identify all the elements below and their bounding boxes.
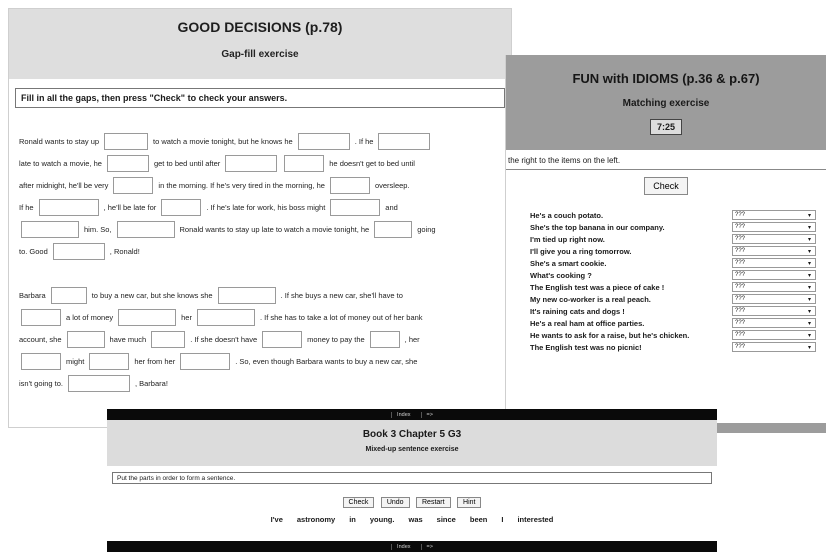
dropdown-arrow-icon: ▾ (807, 332, 811, 339)
mixed-title: Book 3 Chapter 5 G3 (362, 429, 462, 440)
text: late to watch a movie, he (19, 158, 102, 168)
idiom-text: He's a couch potato. (530, 210, 604, 220)
text: get to bed until after (153, 158, 221, 168)
gapfill-text (9, 130, 511, 394)
text: after midnight, he'll be very (19, 180, 109, 190)
text: money to pay the (307, 334, 365, 344)
gapfill-subtitle: Gap-fill exercise (221, 49, 299, 60)
answer-select[interactable] (732, 294, 816, 304)
idiom-row (530, 281, 826, 293)
text: . If he (354, 136, 374, 146)
timer-display: 7:25 (650, 119, 682, 135)
top-nav (107, 409, 717, 420)
paragraph-ronald (19, 130, 501, 262)
text: to watch a movie tonight, but he knows he (153, 136, 293, 146)
text: have much (109, 334, 147, 344)
gap-input[interactable] (67, 331, 105, 348)
answer-select[interactable] (732, 270, 816, 280)
idiom-row (530, 209, 826, 221)
gap-input[interactable] (262, 331, 302, 348)
text: he doesn't get to bed until (329, 158, 415, 168)
answer-select[interactable] (732, 210, 816, 220)
dropdown-arrow-icon: ▾ (807, 344, 811, 351)
text: to buy a new car, but she knows she (91, 290, 213, 300)
gapfill-title: GOOD DECISIONS (p.78) (177, 19, 343, 35)
word-list (107, 515, 717, 524)
word-chip[interactable]: interested (517, 515, 554, 524)
answer-select-value: ??? (735, 224, 746, 230)
idiom-text: He's a real ham at office parties. (530, 318, 645, 328)
answer-select[interactable] (732, 330, 816, 340)
dropdown-arrow-icon: ▾ (807, 260, 811, 267)
dropdown-arrow-icon: ▾ (807, 248, 811, 255)
idioms-instructions: the right to the items on the left. (506, 150, 826, 170)
idiom-text: It's raining cats and dogs ! (530, 306, 625, 316)
gapfill-instructions: Fill in all the gaps, then press "Check" to check your answers. (15, 88, 505, 108)
dropdown-arrow-icon: ▾ (807, 224, 811, 231)
answer-select-value: ??? (735, 272, 746, 278)
next-link[interactable]: => (421, 412, 433, 418)
idiom-text: The English test was a piece of cake ! (530, 282, 665, 292)
text: , he'll be late for (103, 202, 157, 212)
gap-input[interactable] (107, 155, 149, 172)
gapfill-window (8, 8, 512, 428)
gap-input[interactable] (225, 155, 277, 172)
word-chip[interactable]: I've (270, 515, 283, 524)
text: . So, even though Barbara wants to buy a new car, she (235, 356, 418, 366)
word-chip[interactable]: young. (369, 515, 395, 524)
text: If he (19, 202, 34, 212)
text: going (417, 224, 436, 234)
text: . If she buys a new car, she'll have to (280, 290, 403, 300)
idiom-row (530, 245, 826, 257)
idiom-row (530, 233, 826, 245)
idiom-row (530, 269, 826, 281)
undo-button[interactable]: Undo (381, 497, 410, 508)
text: Ronald wants to stay up late to watch a movie tonight, he (179, 224, 370, 234)
text: him. So, (84, 224, 112, 234)
idiom-row (530, 257, 826, 269)
gap-input[interactable] (53, 243, 105, 260)
gap-input[interactable] (161, 199, 201, 216)
text: a lot of money (66, 312, 114, 322)
gap-input[interactable] (218, 287, 276, 304)
gap-input[interactable] (104, 133, 148, 150)
text: and (385, 202, 398, 212)
bottom-nav (107, 541, 717, 552)
next-link[interactable]: => (421, 544, 433, 550)
text: . If she doesn't have (190, 334, 258, 344)
check-button[interactable]: Check (644, 177, 688, 195)
idioms-window (505, 55, 826, 433)
answer-select-value: ??? (735, 212, 746, 218)
text: . If he's late for work, his boss might (206, 202, 326, 212)
answer-select[interactable] (732, 258, 816, 268)
word-chip[interactable]: since (436, 515, 456, 524)
mixed-header (107, 420, 717, 466)
dropdown-arrow-icon: ▾ (807, 296, 811, 303)
gap-input[interactable] (113, 177, 153, 194)
dropdown-arrow-icon: ▾ (807, 308, 811, 315)
idiom-text: I'm tied up right now. (530, 234, 605, 244)
answer-select[interactable] (732, 342, 816, 352)
idiom-row (530, 293, 826, 305)
idiom-text: The English test was no picnic! (530, 342, 642, 352)
idiom-text: What's cooking ? (530, 270, 592, 280)
idiom-row (530, 221, 826, 233)
gap-input[interactable] (51, 287, 87, 304)
idioms-title: FUN with IDIOMS (p.36 & p.67) (572, 71, 760, 86)
text: account, she (19, 334, 62, 344)
text: oversleep. (374, 180, 410, 190)
idioms-subtitle: Matching exercise (622, 98, 710, 109)
text: , her (404, 334, 420, 344)
text: might (66, 356, 85, 366)
answer-select[interactable] (732, 246, 816, 256)
gap-input[interactable] (89, 353, 129, 370)
gap-input[interactable] (68, 375, 130, 392)
text: Ronald wants to stay up (19, 136, 100, 146)
check-button[interactable]: Check (343, 497, 375, 508)
idiom-text: She's a smart cookie. (530, 258, 607, 268)
idiom-row (530, 317, 826, 329)
gap-input[interactable] (370, 331, 400, 348)
mixed-instructions: Put the parts in order to form a sentence. (112, 472, 712, 484)
answer-select[interactable] (732, 282, 816, 292)
text: in the morning. If he's very tired in the morning, he (158, 180, 325, 190)
gapfill-header (9, 9, 511, 79)
gap-input[interactable] (378, 133, 430, 150)
dropdown-arrow-icon: ▾ (807, 236, 811, 243)
text: Barbara (19, 290, 46, 300)
idiom-text: My new co-worker is a real peach. (530, 294, 651, 304)
answer-select-value: ??? (735, 248, 746, 254)
answer-select[interactable] (732, 306, 816, 316)
answer-select-value: ??? (735, 320, 746, 326)
text: . If she has to take a lot of money out of her bank (259, 312, 423, 322)
answer-select[interactable] (732, 234, 816, 244)
text: her (181, 312, 192, 322)
mixed-buttons (107, 491, 717, 509)
gap-input[interactable] (330, 199, 380, 216)
hint-button[interactable]: Hint (457, 497, 481, 508)
dropdown-arrow-icon: ▾ (807, 272, 811, 279)
idiom-row (530, 305, 826, 317)
answer-select-value: ??? (735, 260, 746, 266)
word-chip[interactable]: I (501, 515, 504, 524)
word-chip[interactable]: in (349, 515, 356, 524)
answer-select-value: ??? (735, 344, 746, 350)
text: , Barbara! (134, 378, 168, 388)
gap-input[interactable] (180, 353, 230, 370)
word-chip[interactable]: been (469, 515, 488, 524)
word-chip[interactable]: astronomy (296, 515, 336, 524)
gap-input[interactable] (298, 133, 350, 150)
gap-input[interactable] (117, 221, 175, 238)
idiom-text: I'll give you a ring tomorrow. (530, 246, 632, 256)
gap-input[interactable] (21, 353, 61, 370)
gap-input[interactable] (118, 309, 176, 326)
gap-input[interactable] (374, 221, 412, 238)
gap-input[interactable] (197, 309, 255, 326)
idiom-text: He wants to ask for a raise, but he's chicken. (530, 330, 690, 340)
text: her from her (134, 356, 176, 366)
idiom-list (506, 209, 826, 353)
answer-select-value: ??? (735, 284, 746, 290)
answer-select-value: ??? (735, 308, 746, 314)
gap-input[interactable] (21, 221, 79, 238)
idiom-text: She's the top banana in our company. (530, 222, 665, 232)
answer-select-value: ??? (735, 296, 746, 302)
answer-select-value: ??? (735, 236, 746, 242)
dropdown-arrow-icon: ▾ (807, 284, 811, 291)
idiom-row (530, 341, 826, 353)
paragraph-barbara (19, 284, 501, 394)
text: , Ronald! (109, 246, 140, 256)
mixed-window (107, 409, 717, 552)
restart-button[interactable]: Restart (416, 497, 451, 508)
gap-input[interactable] (151, 331, 185, 348)
mixed-subtitle: Mixed-up sentence exercise (365, 446, 459, 453)
gap-input[interactable] (330, 177, 370, 194)
gap-input[interactable] (21, 309, 61, 326)
text: isn't going to. (19, 378, 63, 388)
answer-select-value: ??? (735, 332, 746, 338)
dropdown-arrow-icon: ▾ (807, 212, 811, 219)
answer-select[interactable] (732, 318, 816, 328)
answer-select[interactable] (732, 222, 816, 232)
text: to. Good (19, 246, 48, 256)
idiom-row (530, 329, 826, 341)
word-chip[interactable]: was (408, 515, 423, 524)
gap-input[interactable] (39, 199, 99, 216)
index-link[interactable]: Index (391, 412, 410, 418)
idioms-header (506, 55, 826, 150)
index-link[interactable]: Index (391, 544, 410, 550)
dropdown-arrow-icon: ▾ (807, 320, 811, 327)
gap-input[interactable] (284, 155, 324, 172)
